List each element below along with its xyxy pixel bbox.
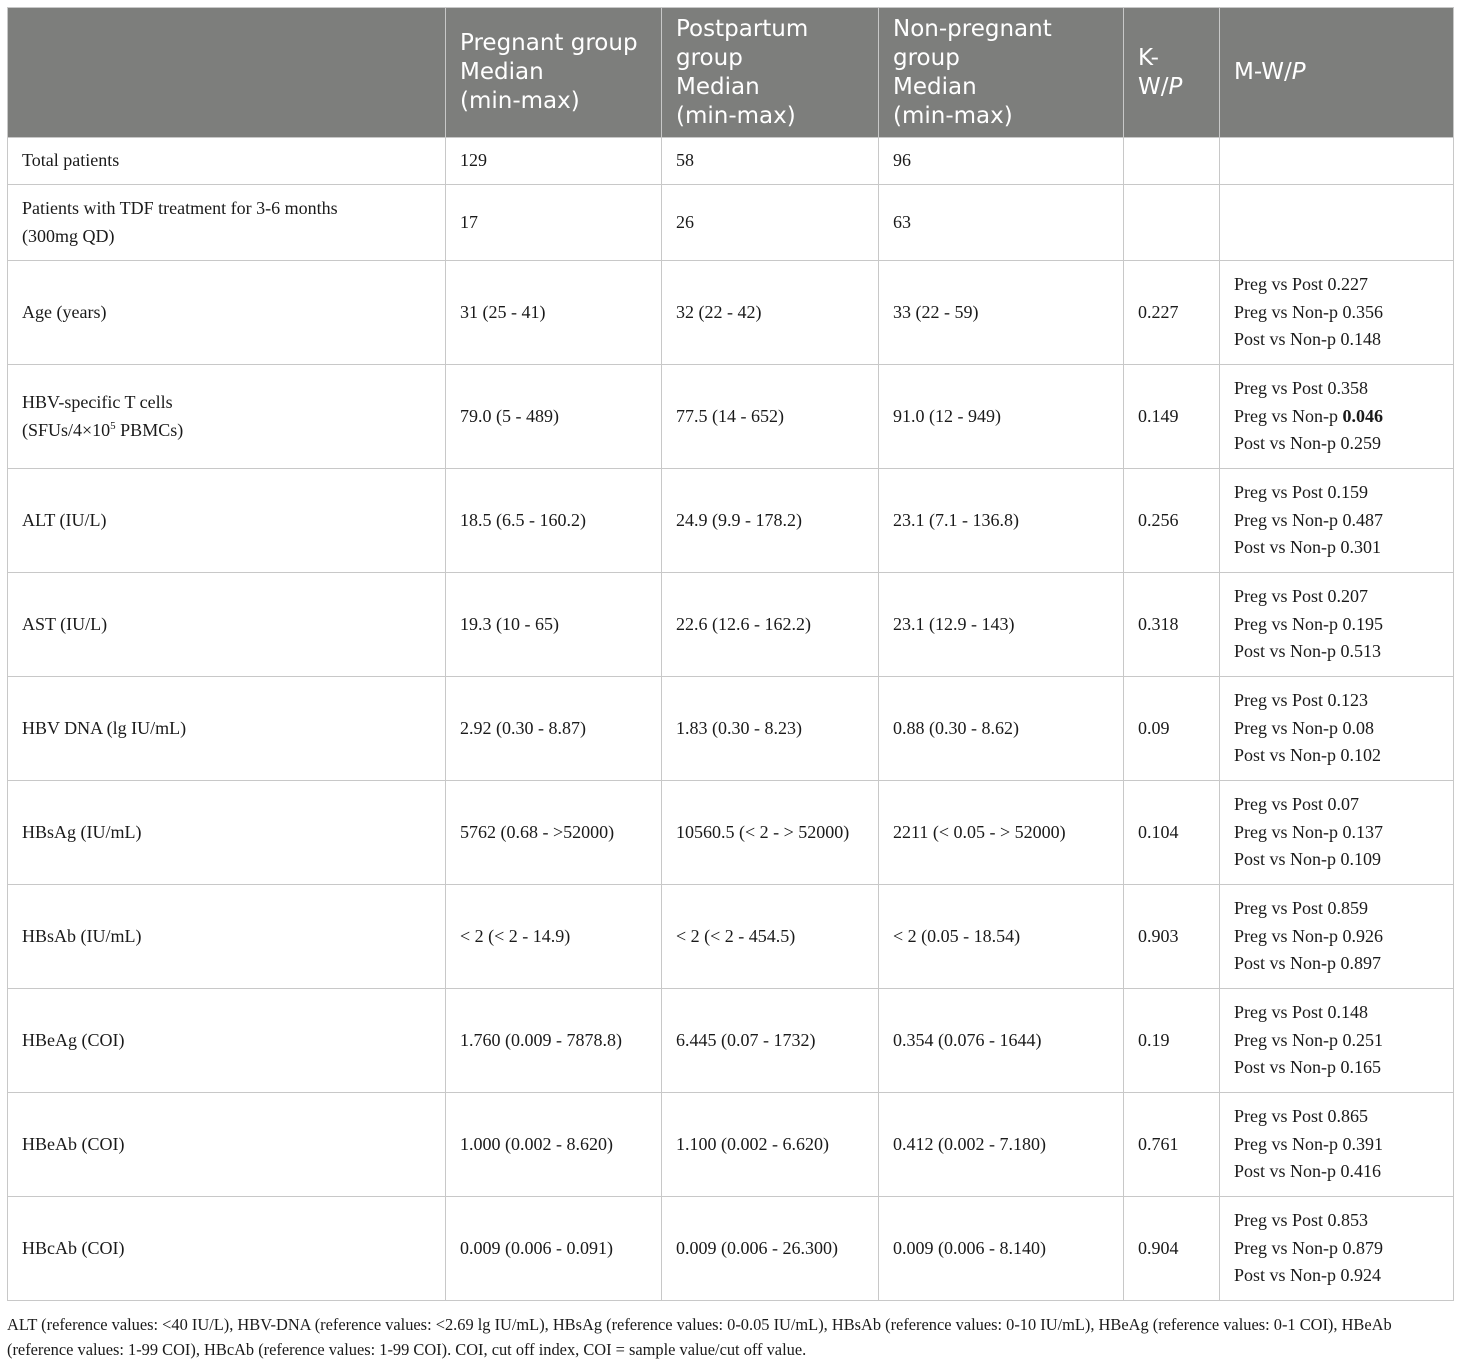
cell-postpartum: 58 bbox=[662, 138, 879, 185]
cell-postpartum: < 2 (< 2 - 454.5) bbox=[662, 885, 879, 989]
cell-mw-p: Preg vs Post 0.123 Preg vs Non-p 0.08 Post vs Non-p 0.102 bbox=[1220, 677, 1454, 781]
cell-mw-p: Preg vs Post 0.865 Preg vs Non-p 0.391 Post vs Non-p 0.416 bbox=[1220, 1093, 1454, 1197]
cell-postpartum: 77.5 (14 - 652) bbox=[662, 365, 879, 469]
cell-postpartum: 24.9 (9.9 - 178.2) bbox=[662, 469, 879, 573]
row-label: ALT (IU/L) bbox=[8, 469, 446, 573]
table-row bbox=[8, 677, 1454, 781]
row-label: HBeAb (COI) bbox=[8, 1093, 446, 1197]
row-label: AST (IU/L) bbox=[8, 573, 446, 677]
data-table bbox=[7, 7, 1454, 1301]
cell-pregnant: 19.3 (10 - 65) bbox=[446, 573, 662, 677]
row-label: Total patients bbox=[8, 138, 446, 185]
table-row bbox=[8, 365, 1454, 469]
cell-kw-p: 0.903 bbox=[1124, 885, 1220, 989]
cell-postpartum: 6.445 (0.07 - 1732) bbox=[662, 989, 879, 1093]
header-pregnant: Pregnant group Median (min-max) bbox=[446, 8, 662, 138]
significant-p-value: 0.046 bbox=[1342, 405, 1383, 426]
cell-kw-p: 0.761 bbox=[1124, 1093, 1220, 1197]
row-label: Age (years) bbox=[8, 261, 446, 365]
cell-non-pregnant: < 2 (0.05 - 18.54) bbox=[879, 885, 1124, 989]
row-label: Patients with TDF treatment for 3-6 months (300mg QD) bbox=[8, 185, 446, 261]
cell-kw-p: 0.904 bbox=[1124, 1197, 1220, 1301]
cell-mw-p bbox=[1220, 185, 1454, 261]
cell-non-pregnant: 23.1 (12.9 - 143) bbox=[879, 573, 1124, 677]
cell-pregnant: 1.760 (0.009 - 7878.8) bbox=[446, 989, 662, 1093]
cell-postpartum: 32 (22 - 42) bbox=[662, 261, 879, 365]
cell-kw-p: 0.19 bbox=[1124, 989, 1220, 1093]
cell-postpartum: 22.6 (12.6 - 162.2) bbox=[662, 573, 879, 677]
cell-kw-p: 0.09 bbox=[1124, 677, 1220, 781]
table-row bbox=[8, 1197, 1454, 1301]
table-row bbox=[8, 138, 1454, 185]
cell-kw-p: 0.104 bbox=[1124, 781, 1220, 885]
table-row bbox=[8, 781, 1454, 885]
cell-postpartum: 26 bbox=[662, 185, 879, 261]
cell-non-pregnant: 96 bbox=[879, 138, 1124, 185]
cell-mw-p: Preg vs Post 0.358 Preg vs Non-p 0.046 Post vs Non-p 0.259 bbox=[1220, 365, 1454, 469]
cell-mw-p: Preg vs Post 0.853 Preg vs Non-p 0.879 Post vs Non-p 0.924 bbox=[1220, 1197, 1454, 1301]
table-row bbox=[8, 573, 1454, 677]
table-row bbox=[8, 1093, 1454, 1197]
cell-pregnant: 5762 (0.68 - >52000) bbox=[446, 781, 662, 885]
row-label: HBeAg (COI) bbox=[8, 989, 446, 1093]
row-label: HBsAg (IU/mL) bbox=[8, 781, 446, 885]
cell-mw-p: Preg vs Post 0.07 Preg vs Non-p 0.137 Post vs Non-p 0.109 bbox=[1220, 781, 1454, 885]
cell-postpartum: 1.100 (0.002 - 6.620) bbox=[662, 1093, 879, 1197]
table-row bbox=[8, 185, 1454, 261]
cell-kw-p: 0.256 bbox=[1124, 469, 1220, 573]
cell-kw-p bbox=[1124, 138, 1220, 185]
row-label: HBV DNA (lg IU/mL) bbox=[8, 677, 446, 781]
cell-non-pregnant: 33 (22 - 59) bbox=[879, 261, 1124, 365]
cell-non-pregnant: 63 bbox=[879, 185, 1124, 261]
cell-mw-p bbox=[1220, 138, 1454, 185]
cell-pregnant: 18.5 (6.5 - 160.2) bbox=[446, 469, 662, 573]
cell-kw-p bbox=[1124, 185, 1220, 261]
row-label: HBV-specific T cells ($SFUs/4\times 10^5$ PBMCs) bbox=[8, 365, 446, 469]
table-row bbox=[8, 885, 1454, 989]
cell-non-pregnant: 0.88 (0.30 - 8.62) bbox=[879, 677, 1124, 781]
cell-mw-p: Preg vs Post 0.159 Preg vs Non-p 0.487 Post vs Non-p 0.301 bbox=[1220, 469, 1454, 573]
cell-postpartum: 10560.5 (< 2 - > 52000) bbox=[662, 781, 879, 885]
cell-pregnant: 17 bbox=[446, 185, 662, 261]
cell-pregnant: 0.009 (0.006 - 0.091) bbox=[446, 1197, 662, 1301]
cell-kw-p: 0.318 bbox=[1124, 573, 1220, 677]
header-kw-p: K- W/P bbox=[1124, 8, 1220, 138]
cell-mw-p: Preg vs Post 0.148 Preg vs Non-p 0.251 Post vs Non-p 0.165 bbox=[1220, 989, 1454, 1093]
cell-non-pregnant: 23.1 (7.1 - 136.8) bbox=[879, 469, 1124, 573]
cell-pregnant: 1.000 (0.002 - 8.620) bbox=[446, 1093, 662, 1197]
table-footnote: ALT (reference values: <40 IU/L), HBV-DNA (reference values: <2.69 lg IU/mL), HBsAg (reference values: 0-0.05 IU/mL), HBsAb (reference values: 0-10 IU/mL), HBeAg (reference values: 0-1 COI), HBeAb (reference values: 1-99 COI), HBcAb (reference values: 1-99 COI). COI, cut off index, COI = sample value/cut off value. bbox=[7, 1315, 1392, 1359]
cell-postpartum: 1.83 (0.30 - 8.23) bbox=[662, 677, 879, 781]
row-label: HBsAb (IU/mL) bbox=[8, 885, 446, 989]
cell-kw-p: 0.149 bbox=[1124, 365, 1220, 469]
header-row bbox=[8, 8, 1454, 138]
header-non-pregnant: Non-pregnant group Median (min-max) bbox=[879, 8, 1124, 138]
cell-pregnant: 2.92 (0.30 - 8.87) bbox=[446, 677, 662, 781]
cell-non-pregnant: 0.354 (0.076 - 1644) bbox=[879, 989, 1124, 1093]
cell-pregnant: 129 bbox=[446, 138, 662, 185]
row-label: HBcAb (COI) bbox=[8, 1197, 446, 1301]
cell-pregnant: 31 (25 - 41) bbox=[446, 261, 662, 365]
cell-mw-p: Preg vs Post 0.227 Preg vs Non-p 0.356 Post vs Non-p 0.148 bbox=[1220, 261, 1454, 365]
header-postpartum: Postpartum group Median (min-max) bbox=[662, 8, 879, 138]
cell-pregnant: < 2 (< 2 - 14.9) bbox=[446, 885, 662, 989]
table-row bbox=[8, 469, 1454, 573]
cell-non-pregnant: 0.009 (0.006 - 8.140) bbox=[879, 1197, 1124, 1301]
cell-non-pregnant: 2211 (< 0.05 - > 52000) bbox=[879, 781, 1124, 885]
cell-non-pregnant: 91.0 (12 - 949) bbox=[879, 365, 1124, 469]
cell-pregnant: 79.0 (5 - 489) bbox=[446, 365, 662, 469]
cell-mw-p: Preg vs Post 0.207 Preg vs Non-p 0.195 Post vs Non-p 0.513 bbox=[1220, 573, 1454, 677]
table-row bbox=[8, 261, 1454, 365]
header-empty bbox=[8, 8, 446, 138]
header-mw-p: M-W/P bbox=[1220, 8, 1454, 138]
cell-postpartum: 0.009 (0.006 - 26.300) bbox=[662, 1197, 879, 1301]
cell-mw-p: Preg vs Post 0.859 Preg vs Non-p 0.926 Post vs Non-p 0.897 bbox=[1220, 885, 1454, 989]
table-row bbox=[8, 989, 1454, 1093]
cell-kw-p: 0.227 bbox=[1124, 261, 1220, 365]
cell-non-pregnant: 0.412 (0.002 - 7.180) bbox=[879, 1093, 1124, 1197]
